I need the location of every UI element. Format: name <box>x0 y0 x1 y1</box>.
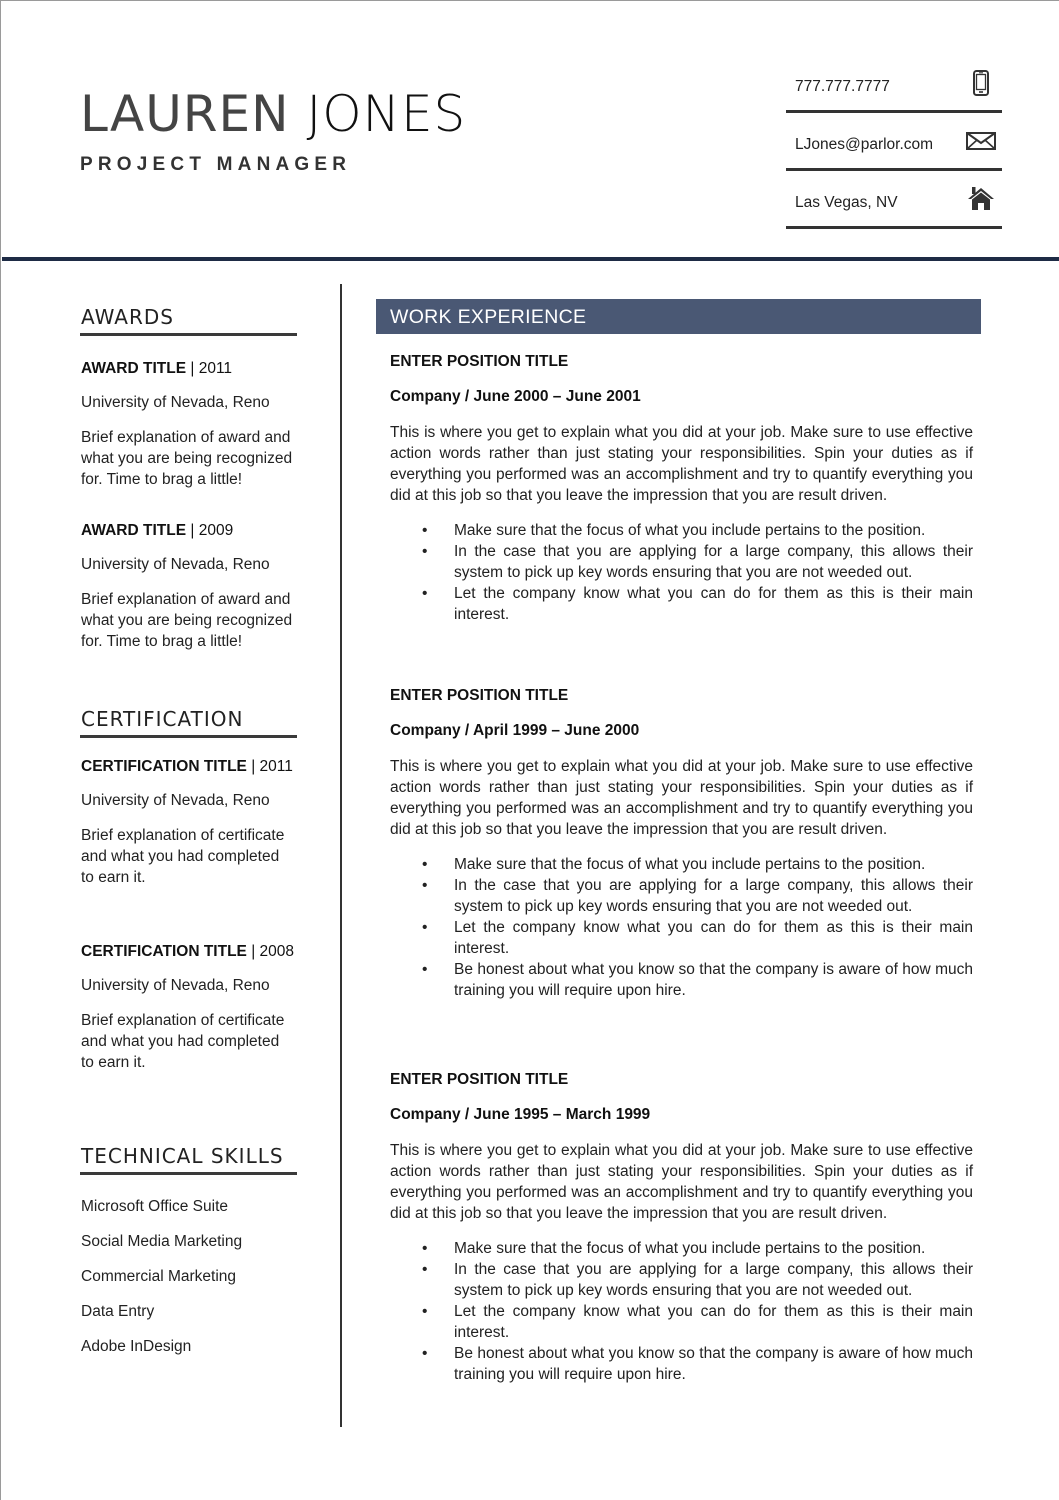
certification-title <box>81 943 297 961</box>
header-divider <box>2 257 1059 261</box>
certification-name: CERTIFICATION TITLE <box>81 943 247 960</box>
bullet-text: Let the company know what you can do for them as this is their main interest. <box>454 1303 973 1341</box>
award-desc-line: for. Time to brag a little! <box>81 633 243 650</box>
award-desc <box>81 589 297 652</box>
certification-desc-line: Brief explanation of certificate <box>81 1012 285 1029</box>
certification-section <box>81 707 297 1073</box>
certification-org: University of Nevada, Reno <box>81 977 270 994</box>
full-name <box>80 85 466 143</box>
award-desc-line: for. Time to brag a little! <box>81 471 243 488</box>
bullet-icon: • <box>422 856 428 873</box>
bullet-text: Make sure that the focus of what you include pertains to the position. <box>454 522 926 539</box>
certification-year: | 2008 <box>251 943 295 960</box>
skill-item: Commercial Marketing <box>81 1268 237 1285</box>
contact-location <box>786 171 1002 229</box>
certification-name: CERTIFICATION TITLE <box>81 758 247 775</box>
certification-desc <box>81 1010 297 1073</box>
bullet-text: In the case that you are applying for a large company, this allows their system to pick up key words ensuring that you are not weeded out. <box>454 543 973 581</box>
bullet-icon: • <box>422 585 428 602</box>
skill-item: Data Entry <box>81 1303 155 1320</box>
certification-item <box>81 758 297 888</box>
job-role: PROJECT MANAGER <box>80 154 352 175</box>
bullet-item <box>390 1343 973 1385</box>
bullet-icon: • <box>422 1303 428 1320</box>
bullet-text: Be honest about what you know so that the company is aware of how much training you will require upon hire. <box>454 961 973 999</box>
award-org: University of Nevada, Reno <box>81 556 270 573</box>
awards-heading: AWARDS <box>80 305 297 336</box>
certification-desc-line: to earn it. <box>81 1054 146 1071</box>
bullet-text: In the case that you are applying for a large company, this allows their system to pick up key words ensuring that you are not weeded out. <box>454 877 973 915</box>
award-year: | 2011 <box>190 360 233 377</box>
bullet-icon: • <box>422 919 428 936</box>
last-name: JONES <box>306 85 467 143</box>
home-icon <box>966 186 996 212</box>
bullet-text: Let the company know what you can do for them as this is their main interest. <box>454 585 973 623</box>
award-title <box>81 360 297 378</box>
bullet-text: In the case that you are applying for a large company, this allows their system to pick up key words ensuring that you are not weeded out. <box>454 1261 973 1299</box>
bullet-item <box>390 1259 973 1301</box>
bullet-icon: • <box>422 1261 428 1278</box>
bullet-icon: • <box>422 522 428 539</box>
awards-section <box>81 305 297 652</box>
skills-heading: TECHNICAL SKILLS <box>80 1144 297 1175</box>
bullet-item <box>390 875 973 917</box>
work-experience-heading: WORK EXPERIENCE <box>376 299 981 334</box>
bullet-text: Make sure that the focus of what you include pertains to the position. <box>454 856 926 873</box>
job-description: This is where you get to explain what you did at your job. Make sure to use effective action words rather than just stating your responsibilities. Spin your duties as if everything you performed was an accomplishment and try to quantify everything you did at this job so that you leave the impression that you are result driven. <box>390 424 973 504</box>
certification-desc <box>81 825 297 888</box>
contact-phone <box>786 55 1002 113</box>
phone-text: 777.777.7777 <box>795 78 890 95</box>
job-bullets <box>390 854 973 1001</box>
certification-desc-line: and what you had completed <box>81 848 280 865</box>
skills-section <box>81 1144 297 1357</box>
award-title <box>81 522 297 540</box>
job-company: Company / June 1995 – March 1999 <box>390 1106 651 1123</box>
award-item <box>81 522 297 652</box>
email-text: LJones@parlor.com <box>795 136 934 153</box>
award-desc-line: what you are being recognized <box>81 450 293 467</box>
contact-email <box>786 113 1002 171</box>
bullet-icon: • <box>422 543 428 560</box>
award-org: University of Nevada, Reno <box>81 394 270 411</box>
job-company: Company / June 2000 – June 2001 <box>390 388 641 405</box>
bullet-icon: • <box>422 1240 428 1257</box>
job-position: ENTER POSITION TITLE <box>390 687 569 704</box>
bullet-item <box>390 1238 973 1259</box>
job-position: ENTER POSITION TITLE <box>390 353 569 370</box>
bullet-icon: • <box>422 877 428 894</box>
certification-org: University of Nevada, Reno <box>81 792 270 809</box>
award-name: AWARD TITLE <box>81 360 187 377</box>
job-bullets <box>390 520 973 625</box>
certification-year: | 2011 <box>251 758 293 775</box>
bullet-text: Make sure that the focus of what you include pertains to the position. <box>454 1240 926 1257</box>
certification-desc-line: Brief explanation of certificate <box>81 827 285 844</box>
skills-list <box>81 1196 297 1357</box>
certification-desc-line: to earn it. <box>81 869 146 886</box>
bullet-item <box>390 541 973 583</box>
award-item <box>81 360 297 490</box>
bullet-item <box>390 1301 973 1343</box>
job-description: This is where you get to explain what you did at your job. Make sure to use effective action words rather than just stating your responsibilities. Spin your duties as if everything you performed was an accomplishment and try to quantify everything you did at this job so that you leave the impression that you are result driven. <box>390 758 973 838</box>
phone-icon <box>966 70 996 96</box>
job-description: This is where you get to explain what you did at your job. Make sure to use effective action words rather than just stating your responsibilities. Spin your duties as if everything you performed was an accomplishment and try to quantify everything you did at this job so that you leave the impression that you are result driven. <box>390 1142 973 1222</box>
bullet-item <box>390 959 973 1001</box>
certification-desc-line: and what you had completed <box>81 1033 280 1050</box>
certification-title <box>81 758 297 776</box>
award-desc <box>81 427 297 490</box>
job-company: Company / April 1999 – June 2000 <box>390 722 640 739</box>
bullet-item <box>390 917 973 959</box>
bullet-item <box>390 520 973 541</box>
award-year: | 2009 <box>190 522 234 539</box>
job-bullets <box>390 1238 973 1385</box>
skill-item: Social Media Marketing <box>81 1233 243 1250</box>
award-name: AWARD TITLE <box>81 522 187 539</box>
bullet-item <box>390 583 973 625</box>
award-desc-line: Brief explanation of award and <box>81 591 291 608</box>
bullet-text: Let the company know what you can do for them as this is their main interest. <box>454 919 973 957</box>
first-name: LAUREN <box>80 85 290 143</box>
skill-item: Adobe InDesign <box>81 1338 192 1355</box>
job-entry <box>390 1071 973 1385</box>
award-desc-line: Brief explanation of award and <box>81 429 291 446</box>
job-entry <box>390 353 973 625</box>
bullet-item <box>390 854 973 875</box>
location-text: Las Vegas, NV <box>795 194 898 211</box>
job-entry <box>390 687 973 1001</box>
bullet-icon: • <box>422 1345 428 1362</box>
bullet-text: Be honest about what you know so that the company is aware of how much training you will require upon hire. <box>454 1345 973 1383</box>
envelope-icon <box>966 128 996 154</box>
certification-heading: CERTIFICATION <box>80 707 297 738</box>
skill-item: Microsoft Office Suite <box>81 1198 229 1215</box>
bullet-icon: • <box>422 961 428 978</box>
column-divider <box>340 284 342 1427</box>
job-position: ENTER POSITION TITLE <box>390 1071 569 1088</box>
award-desc-line: what you are being recognized <box>81 612 293 629</box>
certification-item <box>81 943 297 1073</box>
